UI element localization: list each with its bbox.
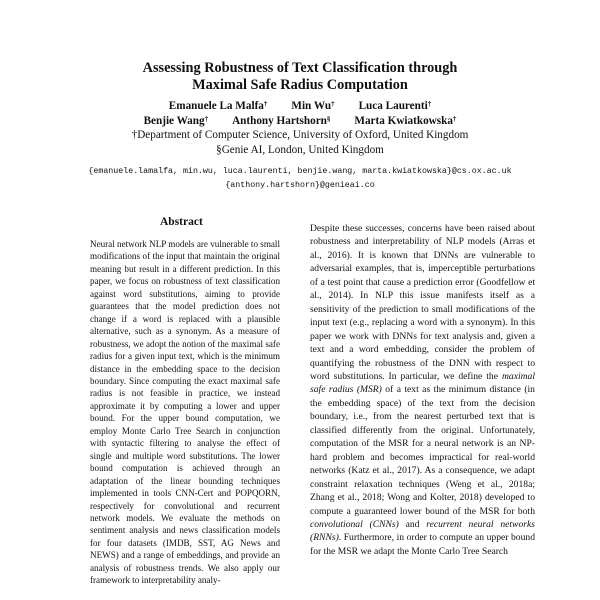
intro-text-2: of a text as the minimum distance (in the embedding space) of the text from the decision boundary, i.e., from the nearest perturbed text that is classified differently from the original. Unfortunately, computation of the MSR for a neural network is an NP-hard problem and becomes impractical for real-world networks (Katz et al., 2017). As a consequence, we adapt constraint relaxation techniques (Weng et al., 2018a; Zhang et al., 2018; Wong and Kolter, 2018) developed to compute a guaranteed lower bound of the MSR for both [310, 384, 535, 517]
author-row-1 [0, 99, 600, 114]
author-block [0, 99, 600, 157]
author-row-2 [0, 114, 600, 129]
intro-paragraph [310, 222, 535, 558]
author-name: Luca Laurenti† [358, 100, 432, 112]
intro-text-3: . Furthermore, in order to compute an upper bound for the MSR we adapt the Monte Carlo Tree Search [310, 532, 535, 557]
abstract-text: Neural network NLP models are vulnerable to small modifications of the input that maintain the original meaning but result in a different prediction. In this paper, we focus on robustness of text classification against word substitutions, aiming to provide guarantees that the model prediction does not change if a word is replaced with a plausible alternative, such as a synonym. As a measure of robustness, we adopt the notion of the maximal safe radius for a given input text, which is the minimum distance in the embedding space to the decision boundary. Since computing the exact maximal safe radius is not feasible in practice, we instead approximate it by computing a lower and upper bound. For the upper bound computation, we employ Monte Carlo Tree Search in conjunction with syntactic filtering to analyse the effect of single and multiple word substitutions. The lower bound computation is achieved through an adaptation of the linear bounding techniques implemented in tools CNN-Cert and POPQORN, respectively for convolutional and recurrent network models. We evaluate the methods on sentiment analysis and news classification models for four datasets (IMDB, SST, AG News and NEWS) and a range of embeddings, and provide an analysis of robustness trends. We also apply our framework to interpretability analy- [90, 239, 280, 586]
author-name: Marta Kwiatkowska† [354, 114, 457, 127]
affiliation-oxford: †Department of Computer Science, University of Oxford, United Kingdom [131, 129, 469, 141]
author-name: Emanuele La Malfa† [168, 100, 268, 112]
cnn-term: convolutional (CNNs) [310, 518, 399, 530]
author-name: Benjie Wang† [143, 114, 209, 127]
title-line-2: Maximal Safe Radius Computation [192, 77, 408, 93]
msr-term: maximal safe radius (MSR) [310, 370, 536, 396]
rnn-term: recurrent neural networks (RNNs) [310, 518, 535, 544]
author-name: Anthony Hartshorn§ [232, 114, 331, 127]
title-line-1: Assessing Robustness of Text Classification through [142, 60, 458, 76]
author-emails-1: {emanuele.lamalfa, min.wu, luca.laurenti, benjie.wang, marta.kwiatkowska}@cs.ox.ac.uk [88, 167, 512, 176]
author-emails-2: {anthony.hartshorn}@genieai.co [225, 181, 375, 190]
intro-and: and [405, 518, 420, 530]
abstract-heading: Abstract [160, 216, 203, 228]
paper-title [0, 60, 600, 94]
affiliation-genie: §Genie AI, London, United Kingdom [216, 143, 384, 156]
author-name: Min Wu† [291, 100, 335, 112]
intro-text-1: Despite these successes, concerns have been raised about robustness and interpretability of NLP models (Arras et al., 2016). It is known that DNNs are vulnerable to adversarial examples, that is, imperceptible perturbations of a test point that cause a prediction error (Goodfellow et al., 2014). In NLP this issue manifests itself as a sensitivity of the prediction to small modifications of the input text (e.g., replacing a word with a synonym). In this paper we work with DNNs for text analysis and, given a text and a word embedding, consider the problem of quantifying the robustness of the DNN with respect to word substitutions. In particular, we define the [310, 223, 535, 382]
